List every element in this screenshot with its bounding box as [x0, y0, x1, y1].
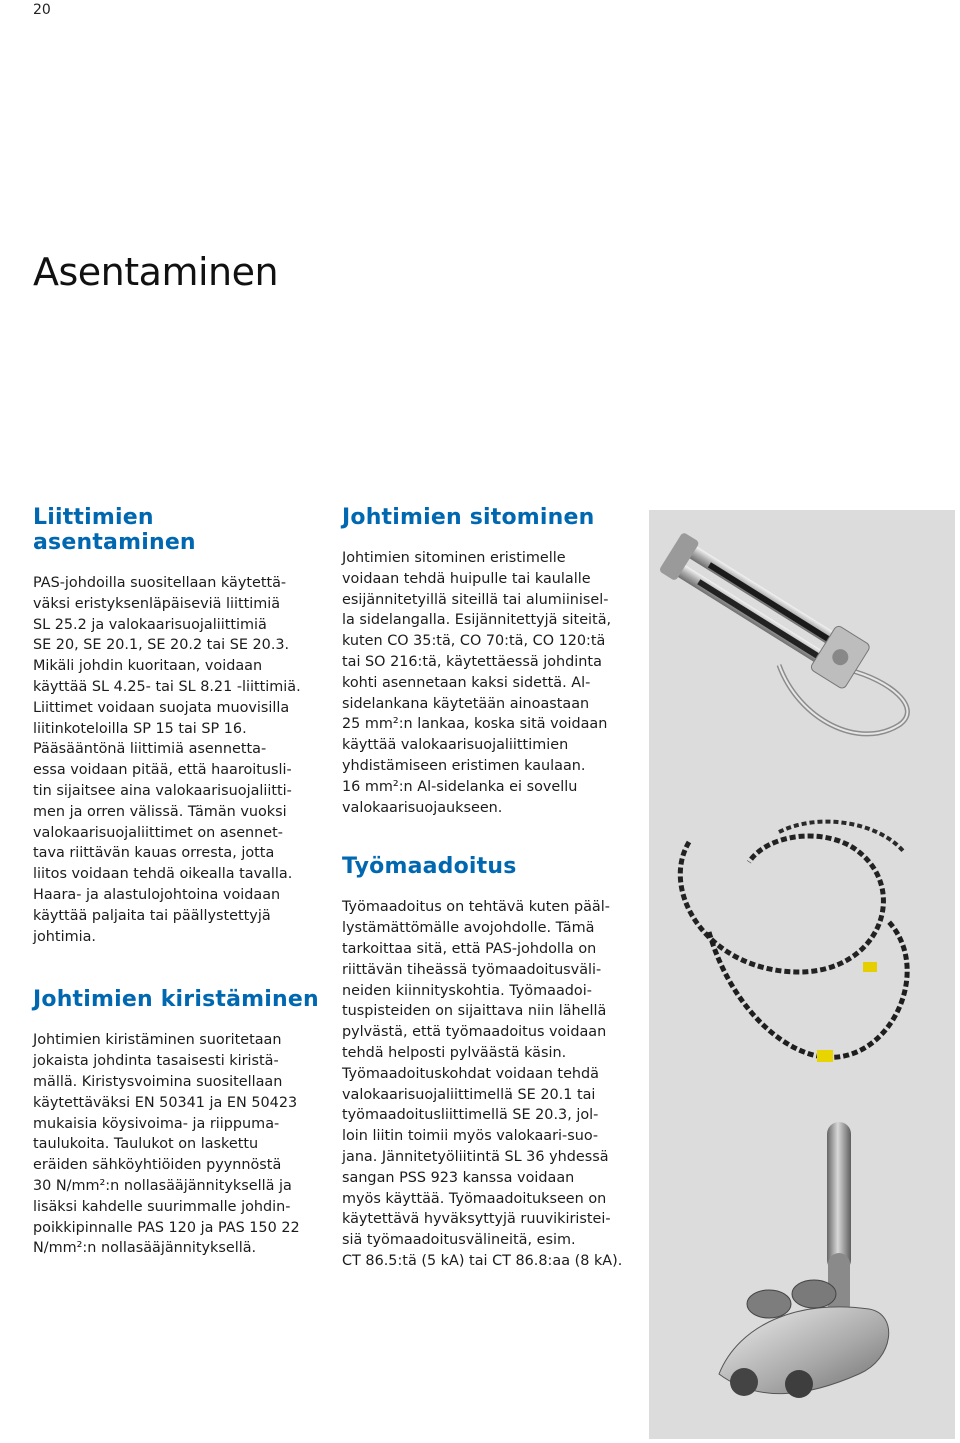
- text-line: Mikäli johdin kuoritaan, voidaan: [33, 658, 263, 675]
- text-line: eräiden sähköyhtiöiden pyynnöstä: [33, 1157, 282, 1174]
- text-line: 16 mm²:n Al-sidelanka ei sovellu: [342, 778, 578, 795]
- text-line: PAS-johdoilla suositellaan käytettä-: [33, 575, 287, 591]
- text-line: neiden kiinnityskohtia. Työmaadoi-: [342, 982, 592, 999]
- text-line: Haara- ja alastulojohtoina voidaan: [33, 886, 281, 903]
- text-line: sidelankana käytetään ainoastaan: [342, 695, 590, 712]
- tensioning-tool-photo: [649, 510, 955, 770]
- text-line: tin sijaitsee aina valokaarisuojaliitti-: [33, 782, 292, 799]
- text-line: valokaarisuojaliittimet on asennet-: [33, 824, 283, 841]
- paragraph-johtimien-sitominen: [342, 548, 642, 818]
- text-line: Liittimet voidaan suojata muovisilla: [33, 699, 290, 716]
- text-line: liitos voidaan tehdä oikealla tavalla.: [33, 866, 293, 883]
- left-column: [33, 505, 323, 1259]
- page-title: Asentaminen: [33, 250, 279, 294]
- text-line: SL 25.2 ja valokaarisuojaliittimiä: [33, 616, 267, 633]
- middle-column: [342, 505, 642, 1272]
- text-line: myös käyttää. Työmaadoitukseen on: [342, 1190, 607, 1207]
- text-line: Johtimien kiristäminen suoritetaan: [33, 1032, 282, 1049]
- text-line: Pääsääntönä liittimiä asennetta-: [33, 741, 267, 758]
- paragraph-tyomaadoitus: [342, 897, 642, 1271]
- text-line: Työmaadoitus on tehtävä kuten pääl-: [342, 899, 610, 916]
- text-line: Työmaadoituskohdat voidaan tehdä: [342, 1065, 599, 1082]
- text-line: tarkoittaa sitä, että PAS-johdolla on: [342, 940, 597, 957]
- text-line: kuten CO 35:tä, CO 70:tä, CO 120:tä: [342, 633, 606, 650]
- text-line: tehdä helposti pylväästä käsin.: [342, 1044, 567, 1061]
- heading-johtimien-sitominen: Johtimien sitominen: [342, 505, 595, 530]
- text-line: kohti asennetaan kaksi sidettä. Al-: [342, 674, 591, 691]
- text-line: mällä. Kiristysvoimina suositellaan: [33, 1073, 283, 1090]
- text-line: johtimia.: [33, 928, 96, 945]
- text-line: loin liitin toimii myös valokaari-suo-: [342, 1128, 599, 1145]
- text-line: lystämättömälle avojohdolle. Tämä: [342, 920, 595, 937]
- text-line: liitinkoteloilla SP 15 tai SP 16.: [33, 720, 247, 737]
- heading-liittimien-asentaminen: Liittimien asentaminen: [33, 505, 196, 555]
- preformed-ties-photo: [649, 772, 955, 1102]
- text-line: työmaadoitusliittimellä SE 20.3, jol-: [342, 1107, 599, 1124]
- text-line: väksi eristyksenläpäiseviä liittimiä: [33, 595, 281, 612]
- text-line: men ja orren välissä. Tämän vuoksi: [33, 803, 287, 820]
- product-photo-strip: [649, 510, 955, 1439]
- heading-johtimien-kiristaminen: Johtimien kiristäminen: [33, 987, 319, 1013]
- text-line: N/mm²:n nollasääjännityksellä.: [33, 1240, 257, 1257]
- text-line: käyttää valokaarisuojaliittimien: [342, 737, 569, 754]
- page-number: 20: [33, 2, 51, 18]
- text-line: pylvästä, että työmaadoitus voidaan: [342, 1024, 607, 1041]
- text-line: riittävän tiheässä työmaadoitusväli-: [342, 961, 602, 978]
- text-line: essa voidaan pitää, että haaroitusli-: [33, 762, 292, 779]
- text-line: tava riittävän kauas orresta, jotta: [33, 845, 275, 862]
- text-line: SE 20, SE 20.1, SE 20.2 tai SE 20.3.: [33, 637, 290, 654]
- heading-tyomaadoitus: Työmaadoitus: [342, 854, 517, 880]
- text-line: esijännitetyillä siteillä tai alumiinisel-: [342, 591, 609, 608]
- text-line: käytettävä hyväksyttyjä ruuvikiristei-: [342, 1211, 611, 1228]
- text-line: käyttää paljaita tai päällystettyjä: [33, 907, 271, 924]
- text-line: taulukoita. Taulukot on laskettu: [33, 1136, 259, 1153]
- text-line: tuspisteiden on sijaittava niin lähellä: [342, 1003, 607, 1020]
- text-line: valokaarisuojaliittimellä SE 20.1 tai: [342, 1086, 596, 1103]
- text-line: tai SO 216:tä, käytettäessä johdinta: [342, 653, 602, 670]
- text-line: 25 mm²:n lankaa, koska sitä voidaan: [342, 716, 608, 733]
- paragraph-johtimien-kiristaminen: [33, 1030, 323, 1259]
- text-line: jokaista johdinta tasaisesti kiristä-: [33, 1053, 279, 1070]
- text-line: la sidelangalla. Esijännitettyjä siteitä,: [342, 612, 612, 629]
- text-line: käyttää SL 4.25- tai SL 8.21 -liittimiä.: [33, 678, 301, 695]
- text-line: Johtimien sitominen eristimelle: [342, 550, 566, 566]
- text-line: jana. Jännitetyöliitintä SL 36 yhdessä: [342, 1148, 609, 1165]
- clamp-connector-photo: [649, 1104, 955, 1439]
- text-line: CT 86.5:tä (5 kA) tai CT 86.8:aa (8 kA).: [342, 1252, 623, 1269]
- text-line: poikkipinnalle PAS 120 ja PAS 150 22: [33, 1219, 300, 1236]
- text-line: sangan PSS 923 kanssa voidaan: [342, 1169, 575, 1186]
- text-line: 30 N/mm²:n nollasääjännityksellä ja: [33, 1177, 292, 1194]
- paragraph-liittimien-asentaminen: [33, 573, 323, 947]
- text-line: yhdistämiseen eristimen kaulaan.: [342, 757, 586, 774]
- text-line: voidaan tehdä huipulle tai kaulalle: [342, 570, 591, 587]
- text-line: käytettäväksi EN 50341 ja EN 50423: [33, 1094, 298, 1111]
- text-line: valokaarisuojaukseen.: [342, 799, 503, 816]
- text-line: mukaisia köysivoima- ja riippuma-: [33, 1115, 280, 1132]
- text-line: siä työmaadoitusvälineitä, esim.: [342, 1232, 576, 1249]
- text-line: lisäksi kahdelle suurimmalle johdin-: [33, 1198, 291, 1215]
